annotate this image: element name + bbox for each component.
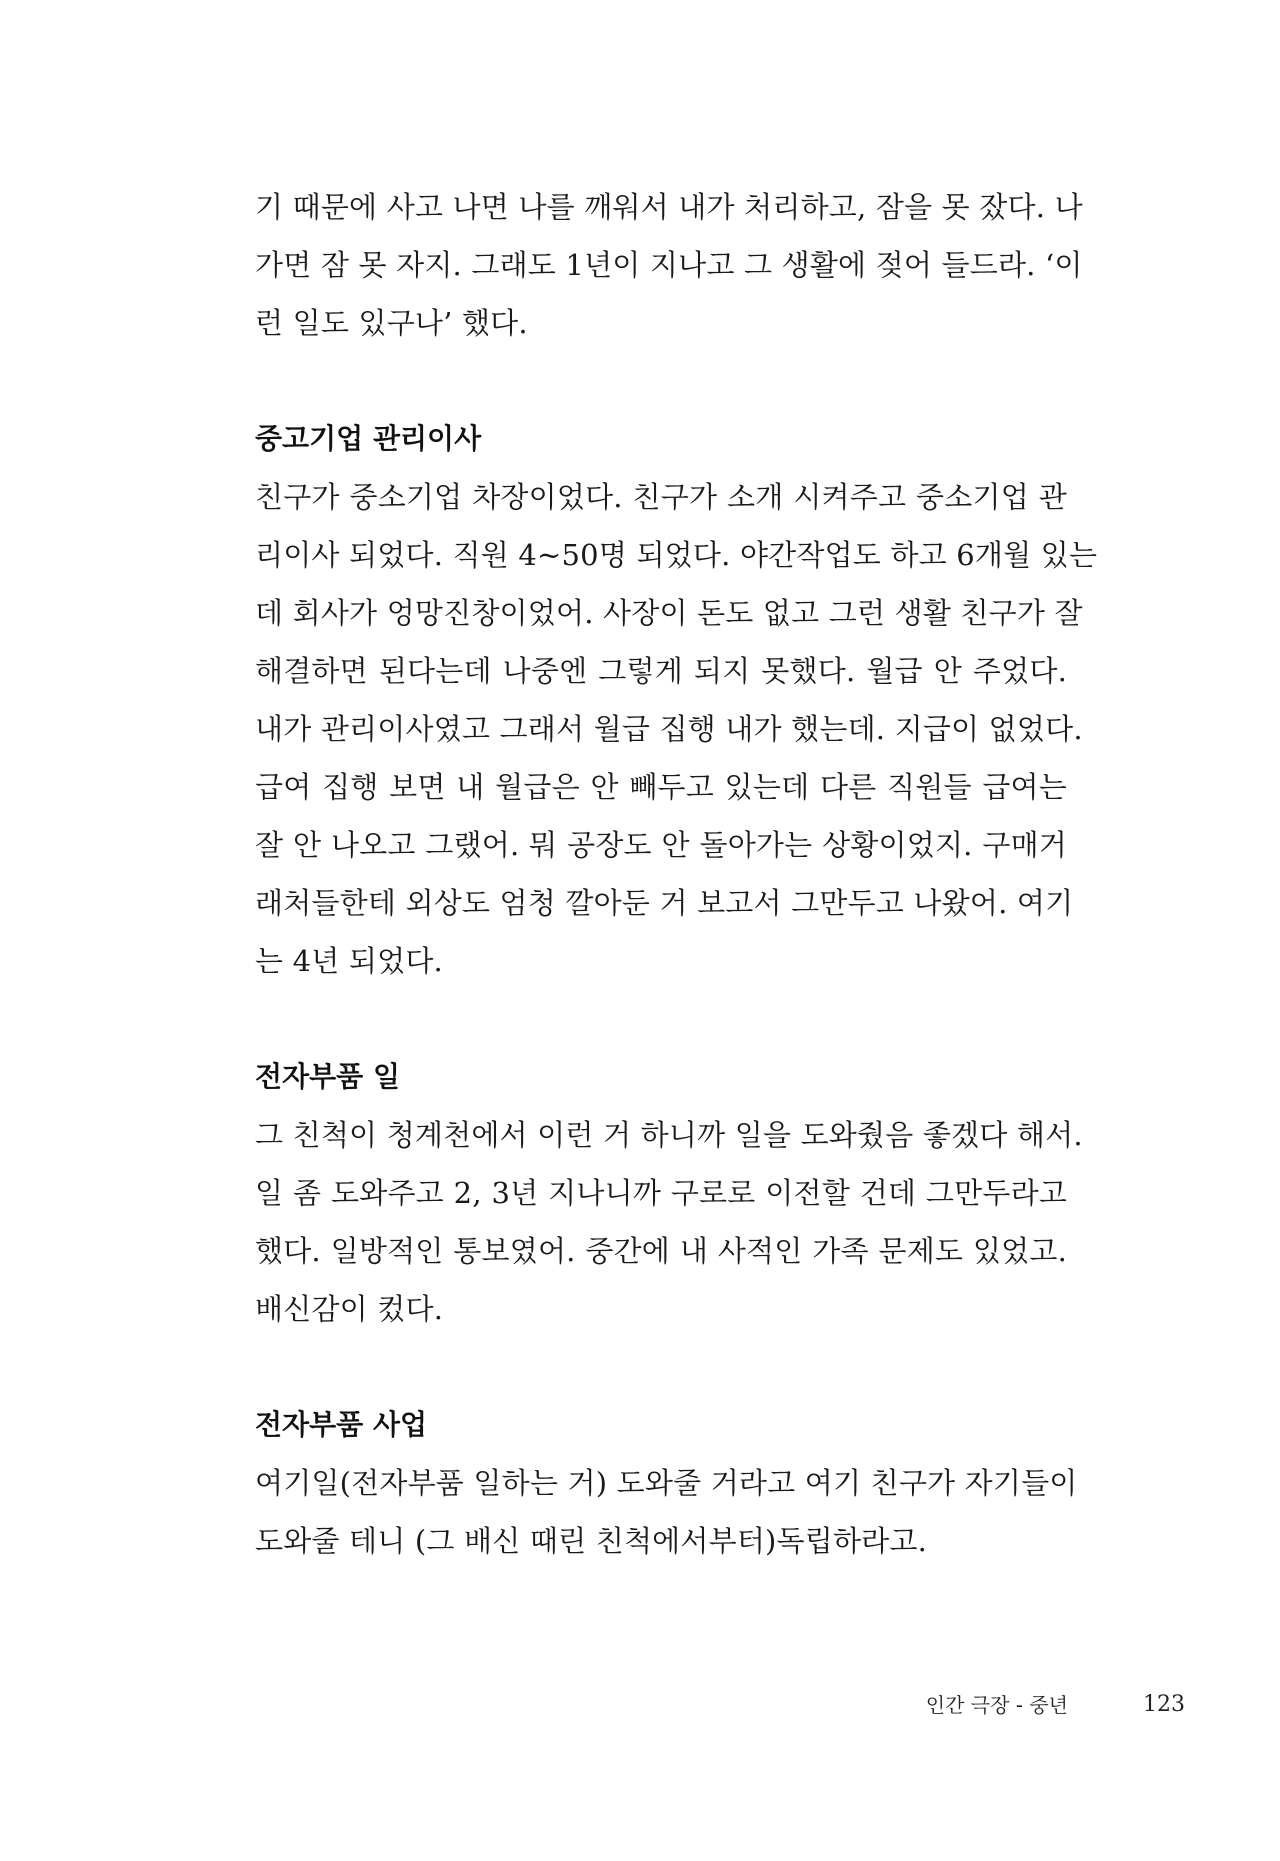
section-heading-electronics-work: 전자부품 일 [255, 1060, 400, 1093]
text-line: 그 친척이 청계천에서 이런 거 하니까 일을 도와줬음 좋겠다 해서. [255, 1118, 1083, 1152]
paragraph-continuation [255, 178, 1083, 352]
text-line: 런 일도 있구나’ 했다. [255, 306, 528, 340]
text-line: 데 회사가 엉망진창이었어. 사장이 돈도 없고 그런 생활 친구가 잘 [255, 596, 1083, 630]
text-line: 해결하면 된다는데 나중엔 그렇게 되지 못했다. 월급 안 주었다. [255, 654, 1067, 688]
text-line: 일 좀 도와주고 2, 3년 지나니까 구로로 이전할 건데 그만두라고 [255, 1176, 1067, 1210]
text-line: 가면 잠 못 자지. 그래도 1년이 지나고 그 생활에 젖어 들드라. ‘이 [255, 248, 1083, 282]
text-line: 급여 집행 보면 내 월급은 안 빼두고 있는데 다른 직원들 급여는 [255, 770, 1067, 804]
page-footer [0, 1685, 1280, 1725]
paragraph-management-director [255, 468, 1098, 990]
running-head: 인간 극장 - 중년 [925, 1693, 1068, 1717]
section-gap [255, 990, 1067, 1048]
text-line: 여기일(전자부품 일하는 거) 도와줄 거라고 여기 친구가 자기들이 [255, 1466, 1078, 1500]
text-line: 기 때문에 사고 나면 나를 깨워서 내가 처리하고, 잠을 못 잤다. 나 [255, 190, 1083, 224]
text-line: 리이사 되었다. 직원 4~50명 되었다. 야간작업도 하고 6개월 있는 [255, 538, 1098, 572]
text-line: 래처들한테 외상도 엄청 깔아둔 거 보고서 그만두고 나왔어. 여기 [255, 886, 1074, 920]
paragraph-electronics-business [255, 1454, 1078, 1570]
text-line: 잘 안 나오고 그랬어. 뭐 공장도 안 돌아가는 상황이었지. 구매거 [255, 828, 1067, 862]
section-gap [255, 1338, 1067, 1396]
section-heading-electronics-business: 전자부품 사업 [255, 1408, 428, 1441]
page-body [255, 178, 1098, 1570]
text-line: 친구가 중소기업 차장이었다. 친구가 소개 시켜주고 중소기업 관 [255, 480, 1067, 514]
text-line: 도와줄 테니 (그 배신 때린 친척에서부터)독립하라고. [255, 1524, 928, 1558]
paragraph-electronics-work [255, 1106, 1083, 1338]
page-number: 123 [1143, 1692, 1185, 1717]
section-heading-management-director: 중고기업 관리이사 [255, 422, 482, 455]
section-gap [255, 352, 1067, 410]
text-line: 는 4년 되었다. [255, 944, 443, 978]
text-line: 했다. 일방적인 통보였어. 중간에 내 사적인 가족 문제도 있었고. [255, 1234, 1067, 1268]
text-line: 내가 관리이사였고 그래서 월급 집행 내가 했는데. 지급이 없었다. [255, 712, 1083, 746]
text-line: 배신감이 컸다. [255, 1292, 444, 1326]
